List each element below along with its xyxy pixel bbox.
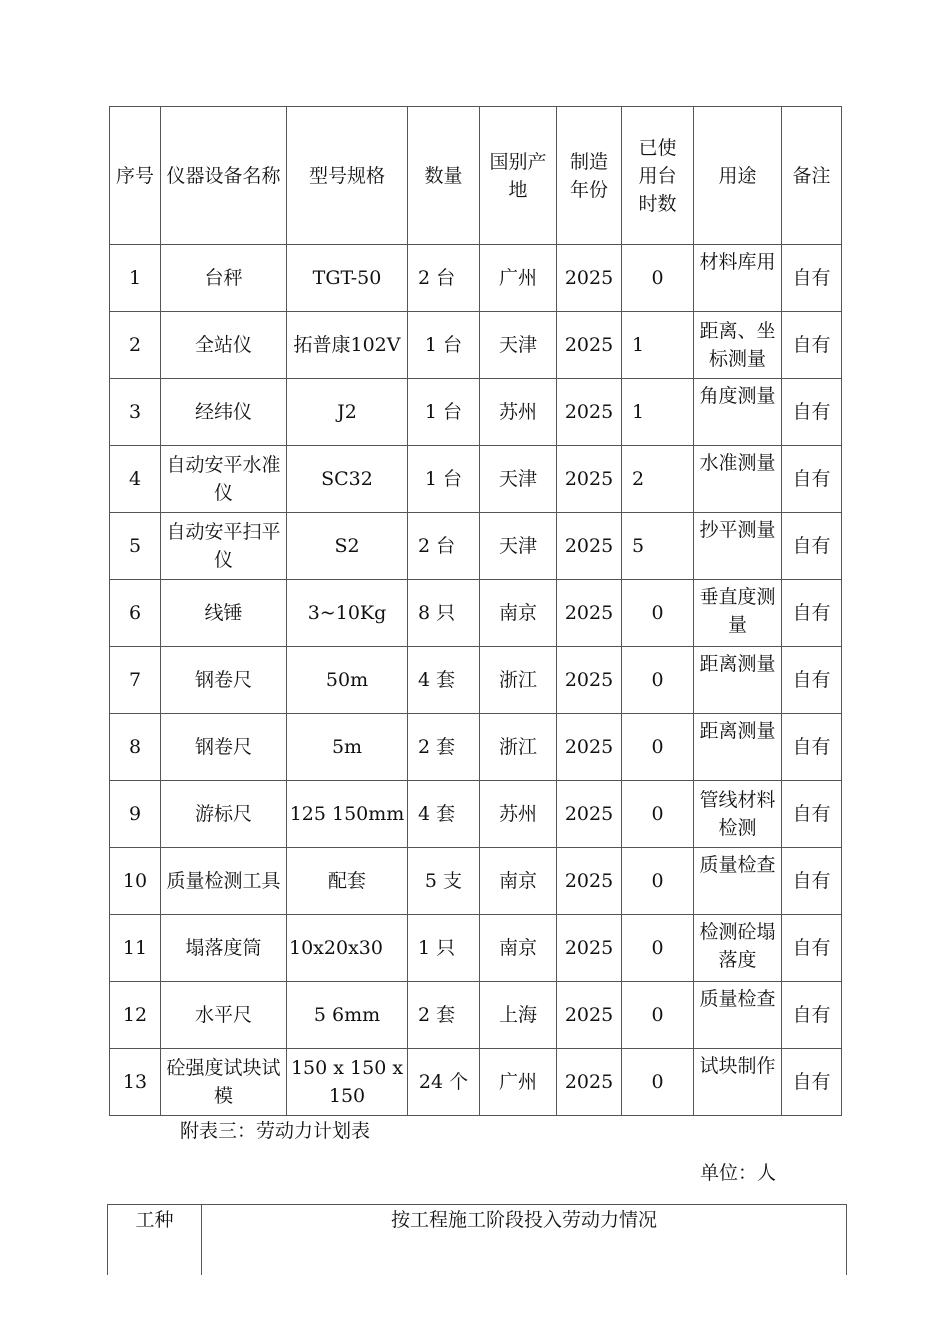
cell-origin: 上海	[480, 982, 557, 1049]
table-row	[110, 1049, 842, 1116]
cell-name: 塌落度筒	[161, 915, 287, 982]
header-use: 用途	[694, 107, 782, 245]
cell-no: 4	[110, 446, 161, 513]
table-row	[110, 781, 842, 848]
cell-use: 检测砼塌落度	[694, 915, 782, 982]
cell-note: 自有	[782, 1049, 842, 1116]
table-row	[110, 379, 842, 446]
cell-qty: 5 支	[408, 848, 480, 915]
cell-year: 2025	[557, 982, 622, 1049]
header-no: 序号	[110, 107, 161, 245]
cell-origin: 南京	[480, 580, 557, 647]
header-hours: 已使用台时数	[622, 107, 694, 245]
header-note: 备注	[782, 107, 842, 245]
table-row	[110, 714, 842, 781]
cell-hours: 0	[622, 647, 694, 714]
cell-hours: 0	[622, 1049, 694, 1116]
table-row	[110, 647, 842, 714]
cell-use: 抄平测量	[694, 513, 782, 580]
cell-qty: 4 套	[408, 781, 480, 848]
cell-origin: 浙江	[480, 647, 557, 714]
cell-name: 线锤	[161, 580, 287, 647]
appendix-caption: 附表三：劳动力计划表	[180, 1120, 371, 1142]
cell-year: 2025	[557, 379, 622, 446]
cell-hours: 0	[622, 982, 694, 1049]
cell-qty: 1 台	[408, 379, 480, 446]
cell-note: 自有	[782, 446, 842, 513]
cell-origin: 广州	[480, 245, 557, 312]
cell-use: 距离测量	[694, 714, 782, 781]
cell-no: 7	[110, 647, 161, 714]
cell-name: 质量检测工具	[161, 848, 287, 915]
cell-hours: 0	[622, 580, 694, 647]
header-qty: 数量	[408, 107, 480, 245]
header-row	[110, 107, 842, 245]
cell-use: 试块制作	[694, 1049, 782, 1116]
table-row	[110, 513, 842, 580]
cell-note: 自有	[782, 580, 842, 647]
cell-qty: 2 台	[408, 245, 480, 312]
cell-hours: 5	[622, 513, 694, 580]
header-year: 制造年份	[557, 107, 622, 245]
cell-model: 125 150mm	[287, 781, 408, 848]
cell-no: 1	[110, 245, 161, 312]
cell-year: 2025	[557, 446, 622, 513]
cell-name: 经纬仪	[161, 379, 287, 446]
cell-model: 10x20x30	[287, 915, 408, 982]
header-name: 仪器设备名称	[161, 107, 287, 245]
cell-origin: 广州	[480, 1049, 557, 1116]
cell-qty: 2 套	[408, 714, 480, 781]
cell-name: 游标尺	[161, 781, 287, 848]
equipment-table-body	[110, 245, 842, 1116]
cell-qty: 24 个	[408, 1049, 480, 1116]
labor-header-trade: 工种	[108, 1205, 202, 1275]
cell-qty: 4 套	[408, 647, 480, 714]
cell-origin: 天津	[480, 312, 557, 379]
cell-name: 台秤	[161, 245, 287, 312]
cell-origin: 南京	[480, 848, 557, 915]
cell-no: 13	[110, 1049, 161, 1116]
cell-use: 垂直度测量	[694, 580, 782, 647]
cell-use: 距离、坐标测量	[694, 312, 782, 379]
cell-no: 10	[110, 848, 161, 915]
header-origin: 国别产地	[480, 107, 557, 245]
cell-model: 5m	[287, 714, 408, 781]
cell-name: 砼强度试块试模	[161, 1049, 287, 1116]
cell-use: 质量检查	[694, 848, 782, 915]
table-row	[110, 312, 842, 379]
cell-no: 6	[110, 580, 161, 647]
cell-qty: 2 台	[408, 513, 480, 580]
cell-use: 材料库用	[694, 245, 782, 312]
cell-hours: 0	[622, 714, 694, 781]
labor-plan-table	[107, 1204, 847, 1275]
table-row	[110, 915, 842, 982]
cell-hours: 0	[622, 915, 694, 982]
cell-model: 拓普康102V	[287, 312, 408, 379]
table-row	[110, 580, 842, 647]
cell-name: 自动安平水准仪	[161, 446, 287, 513]
cell-model: 150 x 150 x 150	[287, 1049, 408, 1116]
cell-qty: 1 台	[408, 446, 480, 513]
cell-qty: 1 台	[408, 312, 480, 379]
cell-use: 角度测量	[694, 379, 782, 446]
cell-hours: 1	[622, 379, 694, 446]
cell-name: 钢卷尺	[161, 714, 287, 781]
cell-use: 水准测量	[694, 446, 782, 513]
cell-model: J2	[287, 379, 408, 446]
cell-year: 2025	[557, 245, 622, 312]
cell-hours: 0	[622, 848, 694, 915]
cell-use: 管线材料检测	[694, 781, 782, 848]
cell-model: TGT-50	[287, 245, 408, 312]
cell-note: 自有	[782, 245, 842, 312]
cell-model: 5 6mm	[287, 982, 408, 1049]
cell-note: 自有	[782, 714, 842, 781]
cell-origin: 苏州	[480, 379, 557, 446]
cell-note: 自有	[782, 915, 842, 982]
cell-no: 2	[110, 312, 161, 379]
table-row	[110, 982, 842, 1049]
equipment-table	[109, 106, 842, 1116]
cell-origin: 浙江	[480, 714, 557, 781]
table-row	[110, 848, 842, 915]
cell-use: 距离测量	[694, 647, 782, 714]
cell-year: 2025	[557, 513, 622, 580]
cell-year: 2025	[557, 647, 622, 714]
cell-name: 钢卷尺	[161, 647, 287, 714]
cell-no: 5	[110, 513, 161, 580]
cell-origin: 天津	[480, 513, 557, 580]
cell-qty: 1 只	[408, 915, 480, 982]
cell-note: 自有	[782, 513, 842, 580]
table-row	[110, 446, 842, 513]
unit-label: 单位：人	[700, 1162, 777, 1184]
cell-name: 自动安平扫平仪	[161, 513, 287, 580]
cell-origin: 南京	[480, 915, 557, 982]
table-row	[110, 245, 842, 312]
cell-name: 全站仪	[161, 312, 287, 379]
cell-note: 自有	[782, 848, 842, 915]
cell-origin: 苏州	[480, 781, 557, 848]
cell-model: S2	[287, 513, 408, 580]
cell-year: 2025	[557, 848, 622, 915]
cell-name: 水平尺	[161, 982, 287, 1049]
cell-hours: 0	[622, 781, 694, 848]
cell-model: 配套	[287, 848, 408, 915]
cell-year: 2025	[557, 312, 622, 379]
cell-note: 自有	[782, 647, 842, 714]
cell-no: 12	[110, 982, 161, 1049]
cell-no: 8	[110, 714, 161, 781]
cell-no: 3	[110, 379, 161, 446]
cell-model: 50m	[287, 647, 408, 714]
cell-note: 自有	[782, 781, 842, 848]
cell-qty: 2 套	[408, 982, 480, 1049]
cell-note: 自有	[782, 312, 842, 379]
cell-model: 3~10Kg	[287, 580, 408, 647]
cell-qty: 8 只	[408, 580, 480, 647]
header-model: 型号规格	[287, 107, 408, 245]
cell-year: 2025	[557, 915, 622, 982]
cell-use: 质量检查	[694, 982, 782, 1049]
cell-hours: 2	[622, 446, 694, 513]
cell-year: 2025	[557, 781, 622, 848]
cell-no: 11	[110, 915, 161, 982]
cell-year: 2025	[557, 580, 622, 647]
cell-hours: 1	[622, 312, 694, 379]
cell-model: SC32	[287, 446, 408, 513]
cell-year: 2025	[557, 714, 622, 781]
cell-note: 自有	[782, 379, 842, 446]
labor-header-stage: 按工程施工阶段投入劳动力情况	[390, 1209, 657, 1231]
cell-note: 自有	[782, 982, 842, 1049]
cell-no: 9	[110, 781, 161, 848]
cell-origin: 天津	[480, 446, 557, 513]
cell-year: 2025	[557, 1049, 622, 1116]
cell-hours: 0	[622, 245, 694, 312]
